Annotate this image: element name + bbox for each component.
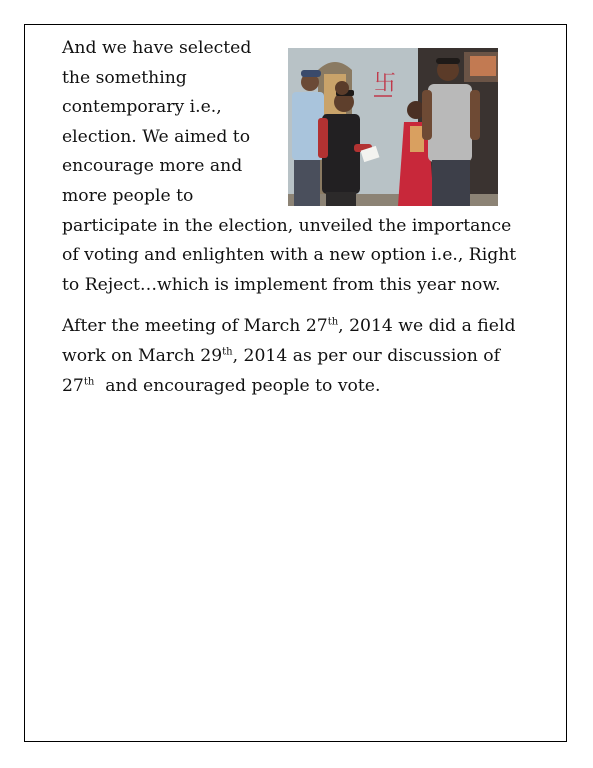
paragraph-field-work-part2: , 2014 we did a field work on March 29 [62,316,516,366]
paragraph-field-work [62,312,532,401]
field-work-photo [288,48,498,206]
superscript-th-2: th [222,346,233,358]
document-body [62,34,532,401]
paragraph-election: And we have selected the something contemporary i.e., election. We aimed to encourage more and more people to participate in the election, unveiled the importance of voting and enlighten with a new option i.e., Right to Reject…which is implement from this year now. [62,38,517,295]
field-work-photo-illustration [288,48,498,206]
paragraph-field-work-part1: After the meeting of March 27 [62,316,328,337]
paragraph-field-work-part4: and encouraged people to vote. [94,375,381,396]
superscript-th-1: th [327,316,339,328]
wall-symbol: 卐 [374,71,397,96]
superscript-th-3: th [83,375,95,387]
paragraph-field-work-part3: , 2014 as per our discussion of 27 [62,345,500,396]
